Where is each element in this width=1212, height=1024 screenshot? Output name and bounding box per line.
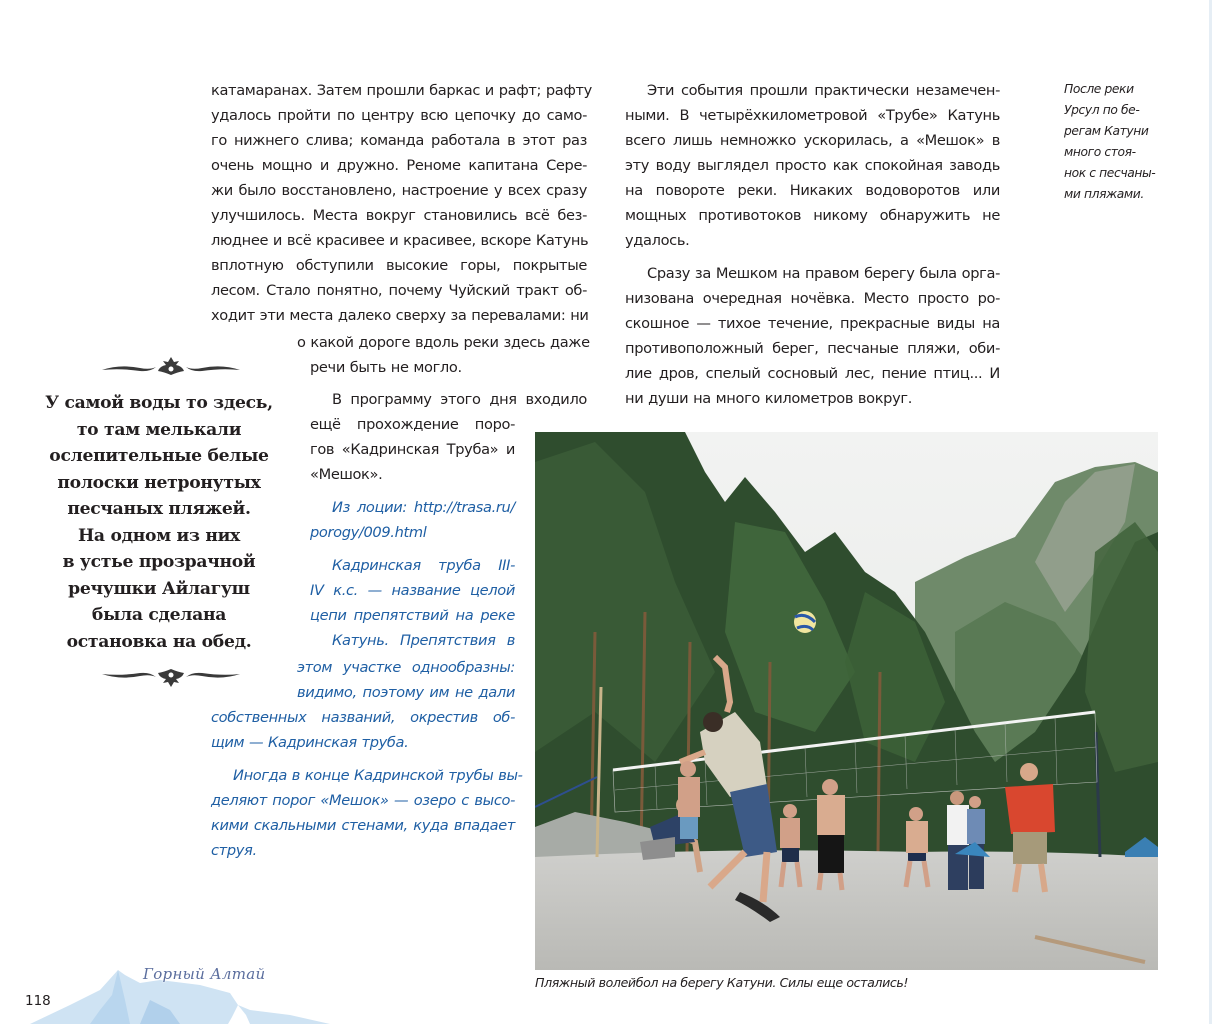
text-line: кими скальными стенами, куда впадает: [211, 817, 515, 834]
quote-line: была сделана: [91, 605, 227, 625]
note-line: ми пляжами.: [1064, 187, 1144, 201]
sand-beach: [535, 850, 1158, 970]
margin-note: [1064, 79, 1164, 205]
quote-line: У самой воды то здесь,: [45, 393, 273, 413]
quote-line: остановка на обед.: [66, 631, 252, 652]
text-line: о какой дороге вдоль реки здесь даже: [297, 334, 590, 351]
text-line: низована очередная ночёвка. Место просто ро-: [625, 290, 1000, 307]
text-line: улучшилось. Места вокруг становились всё без-: [211, 207, 587, 224]
text-line: Кадринская труба III-: [332, 557, 515, 574]
text-line: жи было восстановлено, настроение у всех сразу: [211, 182, 587, 199]
page-number: 118: [25, 993, 51, 1009]
quote-line: ослепительные белые: [49, 446, 269, 466]
text-line: мощных противотоков никому обнаружить не: [625, 207, 1000, 224]
text-line: катамаранах. Затем прошли баркас и рафт; рафту: [211, 82, 592, 99]
left-column-main-text: [211, 78, 592, 328]
quote-line: в устье прозрачной: [62, 552, 256, 572]
text-line: цепи препятствий на реке: [310, 607, 515, 624]
pilot-note-block-2: [297, 655, 515, 705]
text-line: Катунь. Препятствия в: [332, 632, 515, 649]
text-line: лесом. Стало понятно, почему Чуйский тракт об-: [211, 282, 587, 299]
pilot-note-block: [310, 495, 515, 653]
text-line: «Мешок».: [310, 466, 383, 483]
text-line: противоположный берег, песчаные пляжи, оби-: [625, 340, 1000, 357]
text-line: ещё прохождение поро-: [310, 416, 515, 433]
left-column-wrap-line: [310, 355, 587, 380]
quote-line: песчаных пляжей.: [67, 499, 251, 519]
quote-line: то там мелькали: [76, 419, 242, 440]
ornament-divider-top-icon: [100, 356, 242, 378]
text-line: видимо, поэтому им не дали: [297, 684, 515, 701]
left-column-wrap-line: [297, 330, 590, 355]
text-line: ными. В четырёхкилометровой «Трубе» Катунь: [625, 107, 1000, 124]
note-line: Урсул по бе-: [1064, 103, 1140, 117]
text-line: этом участке однообразны:: [297, 659, 515, 676]
photo-caption: Пляжный волейбол на берегу Катуни. Силы еще остались!: [535, 975, 909, 990]
text-line: вплотную обступили высокие горы, покрытые: [211, 257, 587, 274]
pull-quote: [44, 390, 274, 655]
text-line: лие дров, спелый сосновый лес, пение птиц... И: [625, 365, 1000, 382]
pilot-link-line[interactable]: porogy/009.html: [310, 524, 427, 541]
text-line: Иногда в конце Кадринской трубы вы-: [233, 767, 523, 784]
text-line: щим — Кадринская труба.: [211, 734, 409, 751]
text-line: эту воду выглядел просто как спокойная заводь: [625, 157, 1000, 174]
text-line: удалось.: [625, 232, 690, 249]
text-line: собственных названий, окрестив об-: [211, 709, 515, 726]
ornament-divider-bottom-icon: [100, 666, 242, 688]
text-line: ходит эти места далеко сверху за перевалами: ни: [211, 307, 589, 324]
pilot-link-line[interactable]: Из лоции: http://trasa.ru/: [332, 499, 515, 516]
text-line: деляют порог «Мешок» — озеро с высо-: [211, 792, 515, 809]
text-line: ни души на много километров вокруг.: [625, 390, 912, 407]
quote-line: На одном из них: [77, 525, 240, 546]
text-line: Сразу за Мешком на правом берегу была орга-: [647, 265, 1000, 282]
text-line: на повороте реки. Никаких водоворотов или: [625, 182, 1000, 199]
note-line: много стоя-: [1064, 145, 1136, 159]
text-line: IV к.с. — название целой: [310, 582, 515, 599]
text-line: гов «Кадринская Труба» и: [310, 441, 515, 458]
note-line: нок с песчаны-: [1064, 166, 1156, 180]
text-line: люднее и всё красивее и красивее, вскоре Катунь: [211, 232, 589, 249]
text-line: Эти события прошли практически незамечен-: [647, 82, 1000, 99]
text-line: очень мощно и дружно. Реноме капитана Сере-: [211, 157, 587, 174]
player-background: [947, 791, 969, 890]
text-line: речи быть не могло.: [310, 359, 462, 376]
player-background: [967, 796, 985, 889]
note-line: регам Катуни: [1064, 124, 1149, 138]
text-line: струя.: [211, 842, 257, 859]
right-column-text: [625, 78, 1000, 411]
note-line: После реки: [1064, 82, 1134, 96]
pilot-note-block-3: [211, 705, 523, 863]
photo-beach-volleyball: [535, 432, 1158, 970]
quote-line: полоски нетронутых: [57, 472, 261, 493]
running-title: Горный Алтай: [143, 965, 266, 983]
text-line: всего лишь немножко ускорилась, а «Мешок» в: [625, 132, 1000, 149]
text-line: В программу этого дня входило: [332, 391, 587, 408]
text-line: го нижнего слива; команда работала в этот раз: [211, 132, 587, 149]
quote-line: речушки Айлагуш: [68, 578, 250, 599]
text-line: удалось пройти по центру всю цепочку до само-: [211, 107, 587, 124]
text-line: скошное — тихое течение, прекрасные виды на: [625, 315, 1000, 332]
